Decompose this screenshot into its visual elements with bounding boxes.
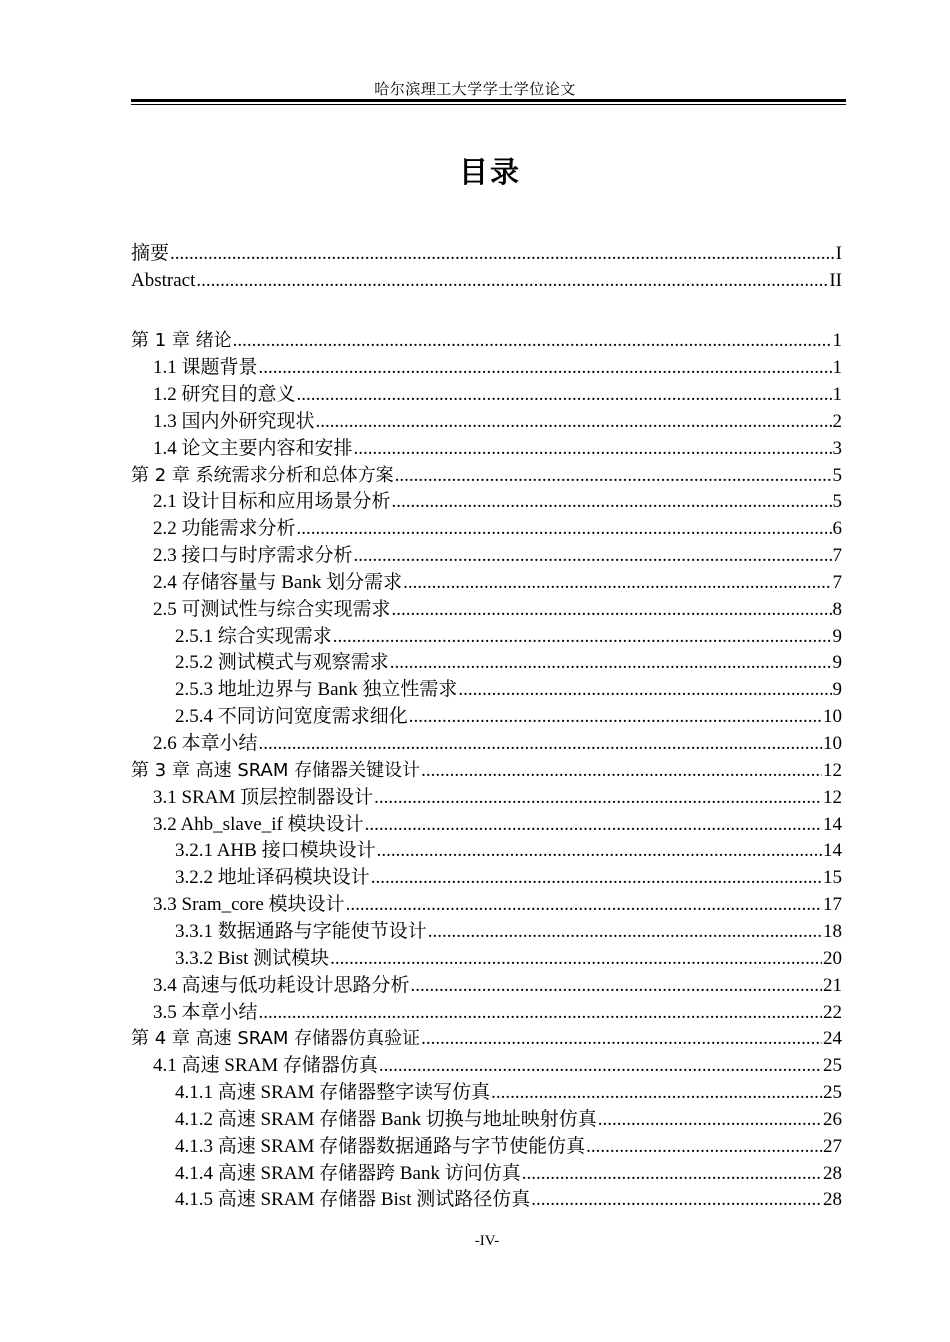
toc-dot-leader	[428, 918, 822, 945]
toc-dot-leader	[392, 488, 832, 515]
toc-entry-page: 7	[832, 545, 842, 566]
toc-dot-leader	[411, 972, 822, 999]
toc-entry-page: 28	[823, 1189, 842, 1210]
toc-dot-leader	[522, 1160, 822, 1187]
toc-entry[interactable]	[131, 1186, 842, 1213]
toc-entry-page: 9	[832, 679, 842, 700]
toc-entry[interactable]	[131, 918, 842, 945]
toc-entry[interactable]	[131, 1160, 842, 1187]
header-rule-thick	[131, 99, 846, 102]
toc-entry-page: 14	[823, 840, 842, 861]
toc-dot-leader	[421, 757, 822, 784]
toc-chapter-entry[interactable]	[131, 757, 842, 784]
toc-entry[interactable]	[131, 596, 842, 623]
toc-entry[interactable]	[131, 1052, 842, 1079]
toc-entry-title: 第 1 章 绪论	[131, 330, 232, 351]
toc-dot-leader	[354, 435, 832, 462]
toc-entry-title: 2.6 本章小结	[153, 733, 258, 754]
toc-dot-leader	[259, 999, 822, 1026]
toc-entry[interactable]	[131, 1133, 842, 1160]
toc-dot-leader	[330, 945, 822, 972]
toc-dot-leader	[346, 891, 822, 918]
toc-entry[interactable]	[131, 1106, 842, 1133]
toc-entry[interactable]	[131, 488, 842, 515]
toc-dot-leader	[586, 1133, 822, 1160]
toc-entry-title: 2.5.1 综合实现需求	[175, 626, 332, 647]
toc-entry-page: 14	[823, 814, 842, 835]
toc-entry-title: 2.1 设计目标和应用场景分析	[153, 491, 391, 512]
toc-dot-leader	[379, 1052, 822, 1079]
toc-dot-leader	[333, 623, 832, 650]
toc-dot-leader	[531, 1186, 822, 1213]
toc-entry-page: I	[835, 243, 842, 264]
toc-entry-title: 3.3 Sram_core 模块设计	[153, 894, 345, 915]
toc-entry-page: 24	[823, 1028, 842, 1049]
toc-entry[interactable]	[131, 784, 842, 811]
toc-entry[interactable]	[131, 354, 842, 381]
toc-entry[interactable]	[131, 240, 842, 267]
toc-dot-leader	[374, 784, 822, 811]
toc-entry-title: 摘要	[131, 243, 170, 264]
toc-entry-page: 25	[823, 1055, 842, 1076]
toc-dot-leader	[196, 267, 828, 294]
toc-entry-page: 9	[832, 652, 842, 673]
toc-dot-leader	[421, 1025, 822, 1052]
toc-entry[interactable]	[131, 676, 842, 703]
toc-entry-title: 4.1.2 高速 SRAM 存储器 Bank 切换与地址映射仿真	[175, 1109, 597, 1130]
toc-entry-page: 1	[832, 384, 842, 405]
toc-entry-page: 10	[823, 733, 842, 754]
toc-heading: 目录	[458, 155, 521, 189]
toc-entry-title: 第 4 章 高速 SRAM 存储器仿真验证	[131, 1028, 421, 1049]
toc-entry-page: 1	[832, 330, 842, 351]
toc-dot-leader	[365, 811, 822, 838]
toc-entry-title: 1.4 论文主要内容和安排	[153, 438, 353, 459]
toc-dot-leader	[458, 676, 831, 703]
toc-entry-title: 3.5 本章小结	[153, 1002, 258, 1023]
toc-entry[interactable]	[131, 891, 842, 918]
toc-entry-page: 28	[823, 1163, 842, 1184]
toc-entry-page: 27	[823, 1136, 842, 1157]
toc-entry-title: 2.2 功能需求分析	[153, 518, 296, 539]
toc-entry[interactable]	[131, 999, 842, 1026]
toc-entry-title: 1.2 研究目的意义	[153, 384, 296, 405]
toc-entry-page: 9	[832, 626, 842, 647]
toc-entry[interactable]	[131, 811, 842, 838]
toc-dot-leader	[259, 354, 832, 381]
toc-dot-leader	[233, 327, 832, 354]
toc-entry-title: 4.1.1 高速 SRAM 存储器整字读写仿真	[175, 1082, 491, 1103]
toc-entry-page: 7	[832, 572, 842, 593]
toc-entry-title: 3.1 SRAM 顶层控制器设计	[153, 787, 374, 808]
toc-entry[interactable]	[131, 730, 842, 757]
toc-entry[interactable]	[131, 649, 842, 676]
toc-entry-title: 3.2.2 地址译码模块设计	[175, 867, 370, 888]
toc-dot-leader	[390, 649, 832, 676]
toc-entry-page: 2	[832, 411, 842, 432]
toc-entry-title: 4.1 高速 SRAM 存储器仿真	[153, 1055, 378, 1076]
toc-chapter-entry[interactable]	[131, 1025, 842, 1052]
toc-entry-page: 5	[832, 491, 842, 512]
header-title: 哈尔滨理工大学学士学位论文	[374, 82, 576, 98]
toc-entry-page: 17	[823, 894, 842, 915]
toc-entry[interactable]	[131, 623, 842, 650]
toc-entry[interactable]	[131, 542, 842, 569]
toc-entry-page: 8	[832, 599, 842, 620]
toc-dot-leader	[395, 462, 832, 489]
toc-entry-page: 25	[823, 1082, 842, 1103]
toc-entry-page: 12	[823, 787, 842, 808]
toc-entry-title: 2.5.4 不同访问宽度需求细化	[175, 706, 408, 727]
toc-entry-title: 1.3 国内外研究现状	[153, 411, 315, 432]
toc-entry-title: 2.5.2 测试模式与观察需求	[175, 652, 389, 673]
toc-dot-leader	[392, 596, 832, 623]
toc-dot-leader	[354, 542, 832, 569]
toc-entry-page: 10	[823, 706, 842, 727]
toc-dot-leader	[297, 381, 832, 408]
toc-dot-leader	[598, 1106, 822, 1133]
toc-entry[interactable]	[131, 515, 842, 542]
toc-entry-title: 2.5 可测试性与综合实现需求	[153, 599, 391, 620]
toc-entry-title: 2.3 接口与时序需求分析	[153, 545, 353, 566]
footer-page-number: -IV-	[474, 1233, 500, 1249]
toc-entry-title: 4.1.4 高速 SRAM 存储器跨 Bank 访问仿真	[175, 1163, 521, 1184]
toc-dot-leader	[403, 569, 831, 596]
toc-entry[interactable]	[131, 408, 842, 435]
toc-entry-title: 3.2.1 AHB 接口模块设计	[175, 840, 376, 861]
toc-entry-page: II	[829, 270, 842, 291]
toc-chapter-entry[interactable]	[131, 462, 842, 489]
toc-entry-page: 22	[823, 1002, 842, 1023]
toc-dot-leader	[409, 703, 822, 730]
toc-entry[interactable]	[131, 381, 842, 408]
toc-dot-leader	[491, 1079, 822, 1106]
toc-entry-page: 12	[823, 760, 842, 781]
toc-entry-title: Abstract	[131, 270, 196, 291]
toc-entry-title: 4.1.5 高速 SRAM 存储器 Bist 测试路径仿真	[175, 1189, 531, 1210]
toc-chapter-entry[interactable]	[131, 327, 842, 354]
toc-entry-page: 15	[823, 867, 842, 888]
toc-entry-title: 3.2 Ahb_slave_if 模块设计	[153, 814, 364, 835]
toc-entry[interactable]	[131, 945, 842, 972]
toc-entry-title: 3.3.2 Bist 测试模块	[175, 948, 330, 969]
toc-entry[interactable]	[131, 435, 842, 462]
toc-entry[interactable]	[131, 1079, 842, 1106]
toc-dot-leader	[316, 408, 832, 435]
toc-entry-title: 3.3.1 数据通路与字能使节设计	[175, 921, 427, 942]
toc-entry[interactable]	[131, 837, 842, 864]
toc-dot-leader	[170, 240, 835, 267]
toc-entry-page: 3	[832, 438, 842, 459]
toc-dot-leader	[377, 837, 822, 864]
toc-dot-leader	[297, 515, 832, 542]
toc-entry-page: 18	[823, 921, 842, 942]
toc-entry-page: 6	[832, 518, 842, 539]
toc-entry-page: 5	[832, 465, 842, 486]
toc-entry[interactable]	[131, 972, 842, 999]
toc-entry-title: 4.1.3 高速 SRAM 存储器数据通路与字节使能仿真	[175, 1136, 586, 1157]
toc-entry-title: 3.4 高速与低功耗设计思路分析	[153, 975, 410, 996]
toc-entry-page: 20	[823, 948, 842, 969]
toc-entry[interactable]	[131, 569, 842, 596]
toc-entry-title: 第 3 章 高速 SRAM 存储器关键设计	[131, 760, 421, 781]
toc-entry[interactable]	[131, 267, 842, 294]
toc-entry-title: 第 2 章 系统需求分析和总体方案	[131, 465, 394, 486]
toc-entry-title: 1.1 课题背景	[153, 357, 258, 378]
toc-entry-title: 2.5.3 地址边界与 Bank 独立性需求	[175, 679, 458, 700]
toc-entry-page: 1	[832, 357, 842, 378]
toc-entry-page: 21	[823, 975, 842, 996]
toc-dot-leader	[259, 730, 822, 757]
toc-entry[interactable]	[131, 864, 842, 891]
toc-entry-page: 26	[823, 1109, 842, 1130]
header-rule-thin	[131, 104, 846, 105]
toc-entry-title: 2.4 存储容量与 Bank 划分需求	[153, 572, 403, 593]
toc-entry[interactable]	[131, 703, 842, 730]
toc-dot-leader	[371, 864, 822, 891]
